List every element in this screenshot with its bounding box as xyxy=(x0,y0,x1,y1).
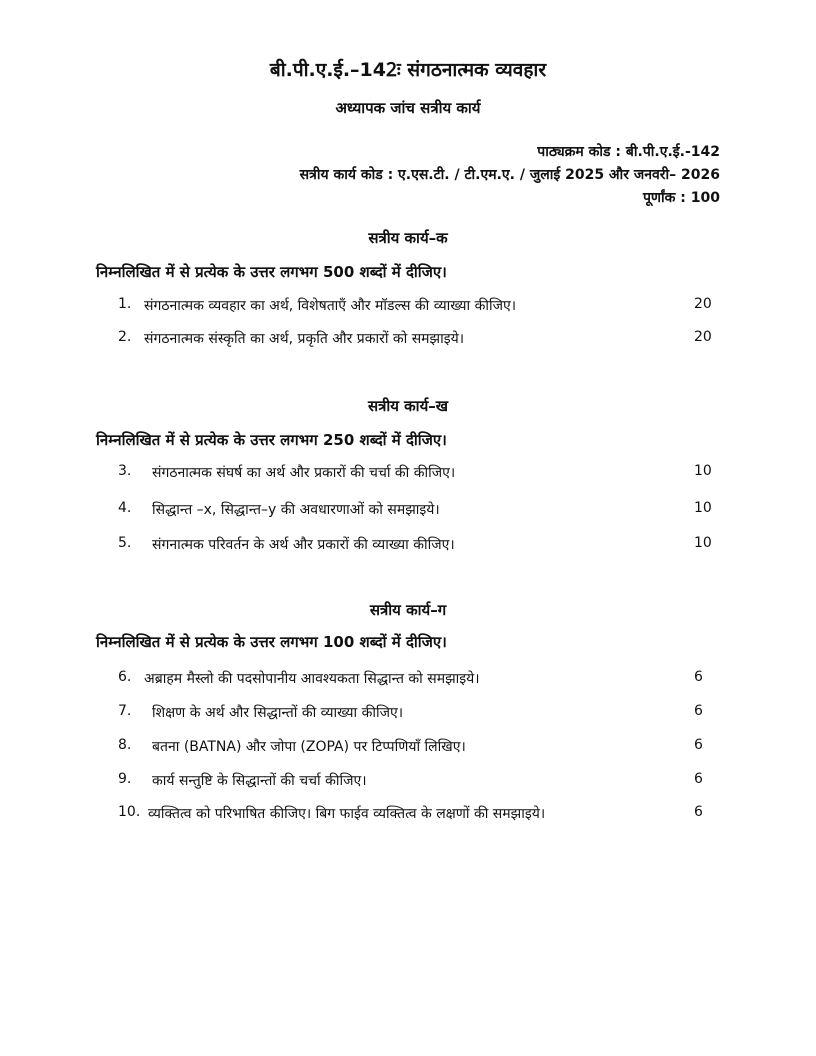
question-item xyxy=(118,500,718,522)
section-title-c: सत्रीय कार्य–ग xyxy=(369,601,447,619)
question-marks: 10 xyxy=(694,463,712,479)
section-instruction-a: निम्नलिखित में से प्रत्येक के उत्तर लगभग 500 शब्दों में दीजिए। xyxy=(96,263,447,281)
section-instruction-b: निम्नलिखित में से प्रत्येक के उत्तर लगभग 250 शब्दों में दीजिए। xyxy=(96,431,447,449)
question-number: 9. xyxy=(118,771,132,787)
question-text: बतना (BATNA) और जोपा (ZOPA) पर टिप्पणियाँ लिखिए। xyxy=(152,739,466,755)
question-marks: 6 xyxy=(694,737,703,753)
question-marks: 6 xyxy=(694,669,703,685)
question-number: 8. xyxy=(118,737,132,753)
question-item xyxy=(118,703,718,725)
question-item xyxy=(118,463,718,485)
question-item xyxy=(118,669,718,691)
course-code: पाठ्यक्रम कोड : बी.पी.ए.ई.-142 xyxy=(537,144,720,160)
question-text: अब्राहम मैस्लो की पदसोपानीय आवश्यकता सिद्धान्त को समझाइये। xyxy=(144,671,480,687)
question-number: 3. xyxy=(118,463,132,479)
question-number: 7. xyxy=(118,703,132,719)
question-marks: 10 xyxy=(694,500,712,516)
question-text: संगठनात्मक संस्कृति का अर्थ, प्रकृति और प्रकारों को समझाइये। xyxy=(144,331,465,347)
question-number: 10. xyxy=(118,804,141,820)
question-number: 1. xyxy=(118,296,132,312)
assignment-code: सत्रीय कार्य कोड : ए.एस.टी. / टी.एम.ए. / जुलाई 2025 और जनवरी– 2026 xyxy=(299,167,720,183)
max-marks: पूर्णांक : 100 xyxy=(642,190,720,206)
question-item xyxy=(118,737,718,759)
question-text: संगठनात्मक व्यवहार का अर्थ, विशेषताएँ और मॉडल्स की व्याख्या कीजिए। xyxy=(144,298,517,314)
section-title-b: सत्रीय कार्य–ख xyxy=(367,397,449,415)
question-item xyxy=(118,771,718,793)
question-text: संगठनात्मक संघर्ष का अर्थ और प्रकारों की चर्चा की कीजिए। xyxy=(152,465,456,481)
question-item xyxy=(118,535,718,557)
question-marks: 6 xyxy=(694,703,703,719)
question-text: संगनात्मक परिवर्तन के अर्थ और प्रकारों की व्याख्या कीजिए। xyxy=(152,537,455,553)
question-text: सिद्धान्त –x, सिद्धान्त–y की अवधारणाओं को समझाइये। xyxy=(152,502,440,518)
question-marks: 20 xyxy=(694,329,712,345)
question-marks: 20 xyxy=(694,296,712,312)
question-item xyxy=(118,329,718,351)
question-number: 4. xyxy=(118,500,132,516)
page-title: बी.पी.ए.ई.–142ः संगठनात्मक व्यवहार xyxy=(269,59,547,81)
section-title-a: सत्रीय कार्य–क xyxy=(368,229,448,247)
section-instruction-c: निम्नलिखित में से प्रत्येक के उत्तर लगभग 100 शब्दों में दीजिए। xyxy=(96,633,447,651)
question-marks: 6 xyxy=(694,804,703,820)
question-number: 5. xyxy=(118,535,132,551)
question-text: कार्य सन्तुष्टि के सिद्धान्तों की चर्चा कीजिए। xyxy=(152,773,367,789)
question-text: शिक्षण के अर्थ और सिद्धान्तों की व्याख्या कीजिए। xyxy=(152,705,404,721)
page-subtitle: अध्यापक जांच सत्रीय कार्य xyxy=(335,99,481,117)
question-marks: 6 xyxy=(694,771,703,787)
question-text: व्यक्तित्व को परिभाषित कीजिए। बिग फाईव व्यक्तित्व के लक्षणों की समझाइये। xyxy=(148,806,546,822)
question-item xyxy=(118,804,718,826)
question-number: 6. xyxy=(118,669,132,685)
question-number: 2. xyxy=(118,329,132,345)
question-item xyxy=(118,296,718,318)
question-marks: 10 xyxy=(694,535,712,551)
